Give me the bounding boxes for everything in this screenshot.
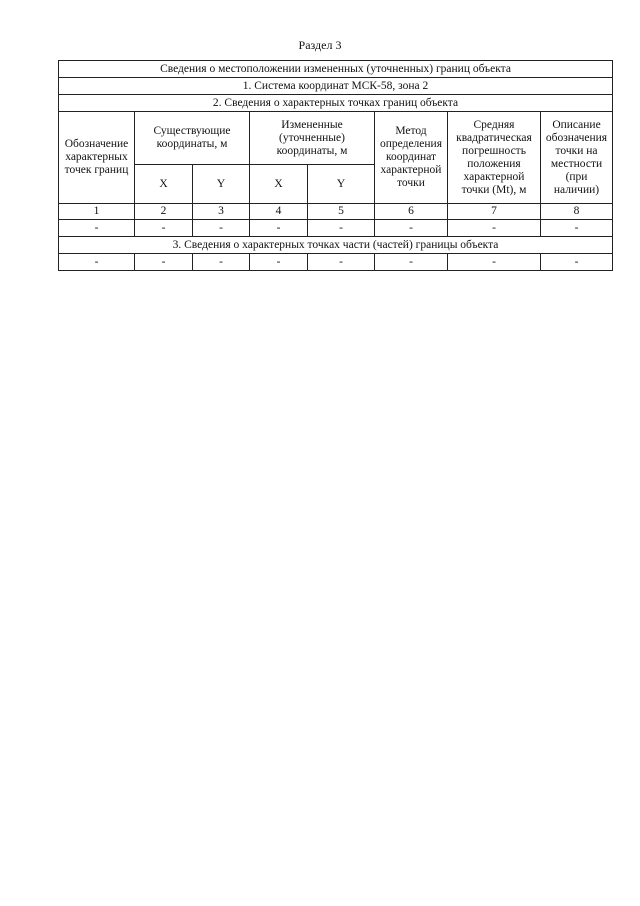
column-number: 3 [193,204,250,220]
table-cell: - [308,254,375,271]
header-existing-coords: Существующие координаты, м [135,112,250,165]
header-changed-x: X [250,165,308,204]
column-number-row [59,204,613,220]
column-number: 8 [541,204,613,220]
table-cell: - [448,220,541,237]
table-cell: - [135,220,193,237]
table-cell: - [448,254,541,271]
subsection-3-title: 3. Сведения о характерных точках части (частей) границы объекта [59,237,613,254]
header-mean-error: Средняя квадратическая погрешность положения характерной точки (Mt), м [448,112,541,204]
section-title: Раздел 3 [298,38,342,52]
column-number: 4 [250,204,308,220]
table-cell: - [541,254,613,271]
header-point-designation: Обозначение характерных точек границ [59,112,135,204]
column-number: 6 [375,204,448,220]
table-cell: - [308,220,375,237]
column-number: 7 [448,204,541,220]
table-cell: - [375,220,448,237]
header-description: Описание обозначения точки на местности (при наличии) [541,112,613,204]
table-cell: - [250,254,308,271]
header-changed-coords: Измененные (уточненные) координаты, м [250,112,375,165]
subsection-2-title: 2. Сведения о характерных точках границ объекта [59,95,613,112]
header-changed-y: Y [308,165,375,204]
header-existing-y: Y [193,165,250,204]
table-cell: - [375,254,448,271]
table-cell: - [250,220,308,237]
header-method: Метод определения координат характерной точки [375,112,448,204]
table-cell: - [135,254,193,271]
subsection-1-title: 1. Система координат МСК-58, зона 2 [59,78,613,95]
table-cell: - [193,254,250,271]
boundary-table [58,60,613,271]
table-cell: - [59,254,135,271]
column-number: 1 [59,204,135,220]
table-row [59,220,613,237]
table-cell: - [193,220,250,237]
column-number: 2 [135,204,193,220]
table-caption: Сведения о местоположении измененных (уточненных) границ объекта [59,61,613,78]
table-row [59,254,613,271]
column-number: 5 [308,204,375,220]
table-cell: - [541,220,613,237]
table-cell: - [59,220,135,237]
header-existing-x: X [135,165,193,204]
